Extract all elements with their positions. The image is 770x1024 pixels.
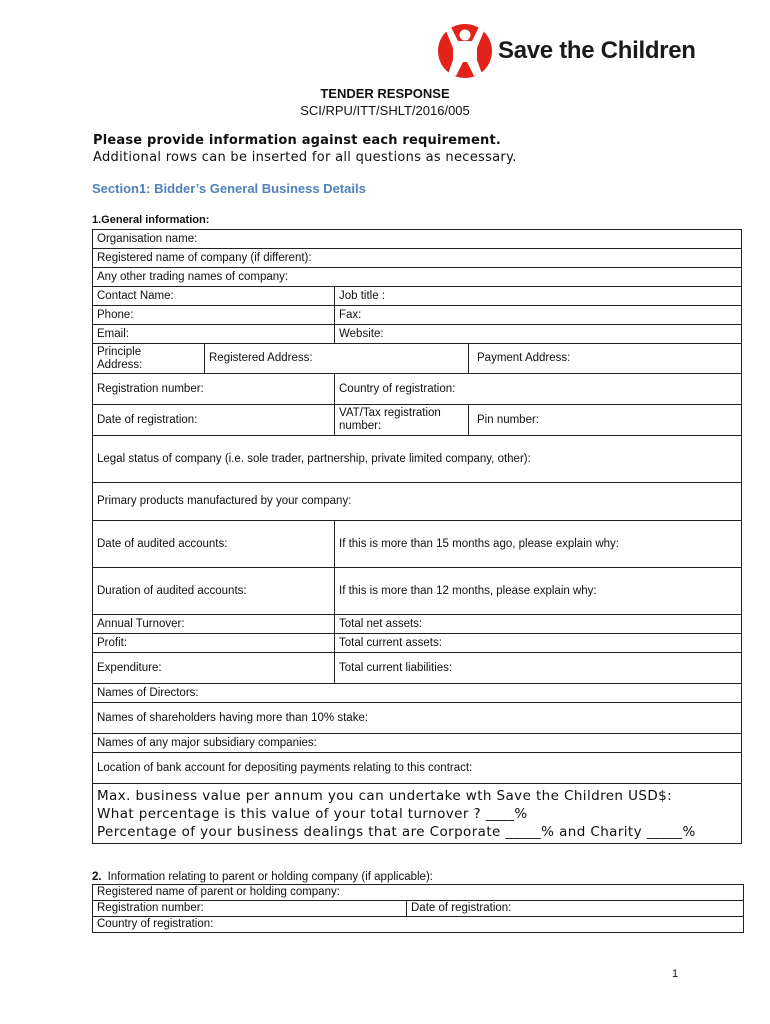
table-row	[93, 405, 742, 436]
document-title: TENDER RESPONSE	[320, 86, 450, 101]
payment-address-field[interactable]: Payment Address:	[469, 344, 742, 374]
trading-names-field[interactable]: Any other trading names of company:	[93, 268, 742, 287]
parent-company-name-field[interactable]: Registered name of parent or holding company:	[93, 885, 744, 901]
table-row	[93, 306, 742, 325]
primary-products-field[interactable]: Primary products manufactured by your company:	[93, 483, 742, 521]
total-current-liabilities-field[interactable]: Total current liabilities:	[335, 653, 742, 684]
parent-country-field[interactable]: Country of registration:	[93, 917, 744, 933]
pin-number-field[interactable]: Pin number:	[469, 405, 742, 436]
contact-name-field[interactable]: Contact Name:	[93, 287, 335, 306]
date-audited-accounts-field[interactable]: Date of audited accounts:	[93, 521, 335, 568]
percentage-corporate-charity-field: Percentage of your business dealings that are Corporate _____% and Charity _____%	[97, 824, 696, 840]
table-row	[93, 287, 742, 306]
business-capacity-block[interactable]	[93, 784, 742, 844]
phone-field[interactable]: Phone:	[93, 306, 335, 325]
general-information-table	[92, 229, 742, 844]
annual-turnover-field[interactable]: Annual Turnover:	[93, 615, 335, 634]
bank-location-field[interactable]: Location of bank account for depositing payments relating to this contract:	[93, 753, 742, 784]
total-current-assets-field[interactable]: Total current assets:	[335, 634, 742, 653]
logo-text: Save the Children	[498, 37, 696, 64]
table-row	[93, 653, 742, 684]
profit-field[interactable]: Profit:	[93, 634, 335, 653]
audited-12-months-explanation-field[interactable]: If this is more than 12 months, please explain why:	[335, 568, 742, 615]
table-row	[93, 521, 742, 568]
duration-audited-accounts-field[interactable]: Duration of audited accounts:	[93, 568, 335, 615]
instruction-note: Additional rows can be inserted for all questions as necessary.	[93, 150, 517, 165]
table-row	[93, 703, 742, 734]
percentage-turnover-field: What percentage is this value of your total turnover ? ____%	[97, 806, 528, 822]
table-row	[93, 901, 744, 917]
shareholders-field[interactable]: Names of shareholders having more than 10% stake:	[93, 703, 742, 734]
vat-registration-field[interactable]: VAT/Tax registration number:	[335, 405, 469, 436]
email-field[interactable]: Email:	[93, 325, 335, 344]
section1-heading: Section1: Bidder’s General Business Details	[92, 181, 366, 196]
instruction-heading: Please provide information against each requirement.	[93, 133, 502, 148]
parent-company-table	[92, 884, 744, 933]
job-title-field[interactable]: Job title :	[335, 287, 742, 306]
table-row	[93, 268, 742, 287]
table-row	[93, 917, 744, 933]
total-net-assets-field[interactable]: Total net assets:	[335, 615, 742, 634]
principle-address-field[interactable]: Principle Address:	[93, 344, 205, 374]
table-row	[93, 483, 742, 521]
table-row	[93, 344, 742, 374]
audited-15-months-explanation-field[interactable]: If this is more than 15 months ago, please explain why:	[335, 521, 742, 568]
registered-address-field[interactable]: Registered Address:	[205, 344, 469, 374]
section2-number: 2.	[92, 871, 102, 883]
expenditure-field[interactable]: Expenditure:	[93, 653, 335, 684]
table-row	[93, 684, 742, 703]
table-row	[93, 325, 742, 344]
parent-date-of-registration-field[interactable]: Date of registration:	[407, 901, 744, 917]
legal-status-field[interactable]: Legal status of company (i.e. sole trader, partnership, private limited company, other):	[93, 436, 742, 483]
table-row	[93, 230, 742, 249]
date-of-registration-field[interactable]: Date of registration:	[93, 405, 335, 436]
max-business-value-field: Max. business value per annum you can undertake wth Save the Children USD$:	[97, 788, 673, 804]
registration-number-field[interactable]: Registration number:	[93, 374, 335, 405]
page-number: 1	[672, 968, 679, 980]
section2-heading	[92, 871, 433, 883]
registered-name-field[interactable]: Registered name of company (if different):	[93, 249, 742, 268]
directors-field[interactable]: Names of Directors:	[93, 684, 742, 703]
document-reference: SCI/RPU/ITT/SHLT/2016/005	[300, 103, 470, 118]
table-row	[93, 734, 742, 753]
table-row	[93, 753, 742, 784]
table-row	[93, 436, 742, 483]
country-of-registration-field[interactable]: Country of registration:	[335, 374, 742, 405]
general-information-label: 1.General information:	[92, 214, 210, 226]
table-row	[93, 885, 744, 901]
table-row	[93, 615, 742, 634]
save-the-children-logo	[436, 20, 696, 80]
subsidiaries-field[interactable]: Names of any major subsidiary companies:	[93, 734, 742, 753]
website-field[interactable]: Website:	[335, 325, 742, 344]
section2-label: Information relating to parent or holding company (if applicable):	[107, 871, 433, 883]
table-row	[93, 784, 742, 844]
organisation-name-field[interactable]: Organisation name:	[93, 230, 742, 249]
table-row	[93, 374, 742, 405]
table-row	[93, 249, 742, 268]
fax-field[interactable]: Fax:	[335, 306, 742, 325]
table-row	[93, 634, 742, 653]
parent-registration-number-field[interactable]: Registration number:	[93, 901, 407, 917]
table-row	[93, 568, 742, 615]
save-the-children-emblem-icon	[436, 20, 494, 80]
